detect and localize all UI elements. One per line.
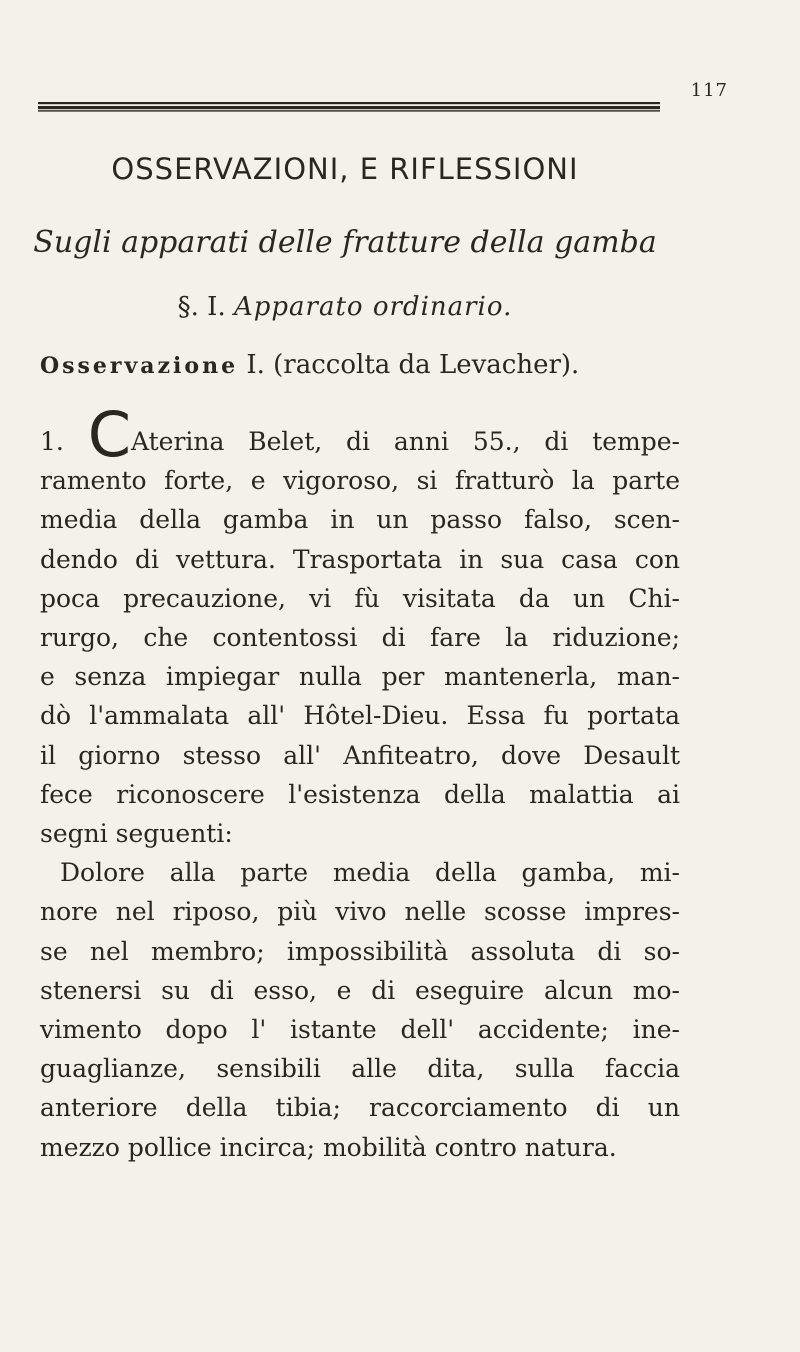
paragraph-body: [40, 398, 680, 1167]
text-line: e senza impiegar nulla per mantenerla, man-: [40, 662, 680, 692]
section-heading: [0, 292, 690, 322]
text-line: Dolore alla parte media della gamba, mi-: [60, 858, 680, 888]
text-line: fece riconoscere l'esistenza della malattia ai: [40, 779, 680, 809]
text-line: vimento dopo l' istante dell' accidente; ine-: [40, 1015, 680, 1045]
observation-note: (raccolta da Levacher).: [273, 350, 580, 380]
section-number: §. I.: [177, 292, 226, 322]
text-line: anteriore della tibia; raccorciamento di un: [40, 1093, 680, 1123]
text-line: guaglianze, sensibili alle dita, sulla faccia: [40, 1054, 680, 1084]
drop-cap: C: [87, 398, 131, 471]
text-line: dendo di vettura. Trasportata in sua casa con: [40, 544, 680, 574]
text-line: il giorno stesso all' Anfiteatro, dove Desault: [40, 740, 680, 770]
observation-heading: [40, 350, 690, 380]
text-line: dò l'ammalata all' Hôtel-Dieu. Essa fu portata: [40, 701, 680, 731]
text-line: segni seguenti:: [40, 819, 233, 849]
text-line: media della gamba in un passo falso, scen-: [40, 505, 680, 535]
observation-label: Osservazione: [40, 353, 239, 379]
header-rule-ornament: [38, 100, 660, 112]
text-line: nore nel riposo, più vivo nelle scosse impres-: [40, 897, 680, 927]
text-line: se nel membro; impossibilità assoluta di so-: [40, 936, 680, 966]
text-line: mezzo pollice incirca; mobilità contro natura.: [40, 1132, 617, 1162]
paragraph-number: 1.: [40, 427, 64, 456]
text-line: poca precauzione, vi fù visitata da un Chi-: [40, 583, 680, 613]
text-line: 1. CAterina Belet, di anni 55., di tempe-: [40, 398, 680, 471]
chapter-subtitle: Sugli apparati delle fratture della gamba: [33, 225, 657, 260]
section-label: Apparato ordinario.: [233, 292, 513, 322]
observation-numeral: I.: [246, 350, 265, 380]
text-line: stenersi su di esso, e di eseguire alcun mo-: [40, 975, 680, 1005]
text-line: rurgo, che contentossi di fare la riduzione;: [40, 623, 680, 653]
chapter-title: OSSERVAZIONI, E RIFLESSIONI: [111, 152, 579, 186]
page-number: 117: [690, 80, 728, 101]
text-line: ramento forte, e vigoroso, si fratturò la parte: [40, 466, 680, 496]
